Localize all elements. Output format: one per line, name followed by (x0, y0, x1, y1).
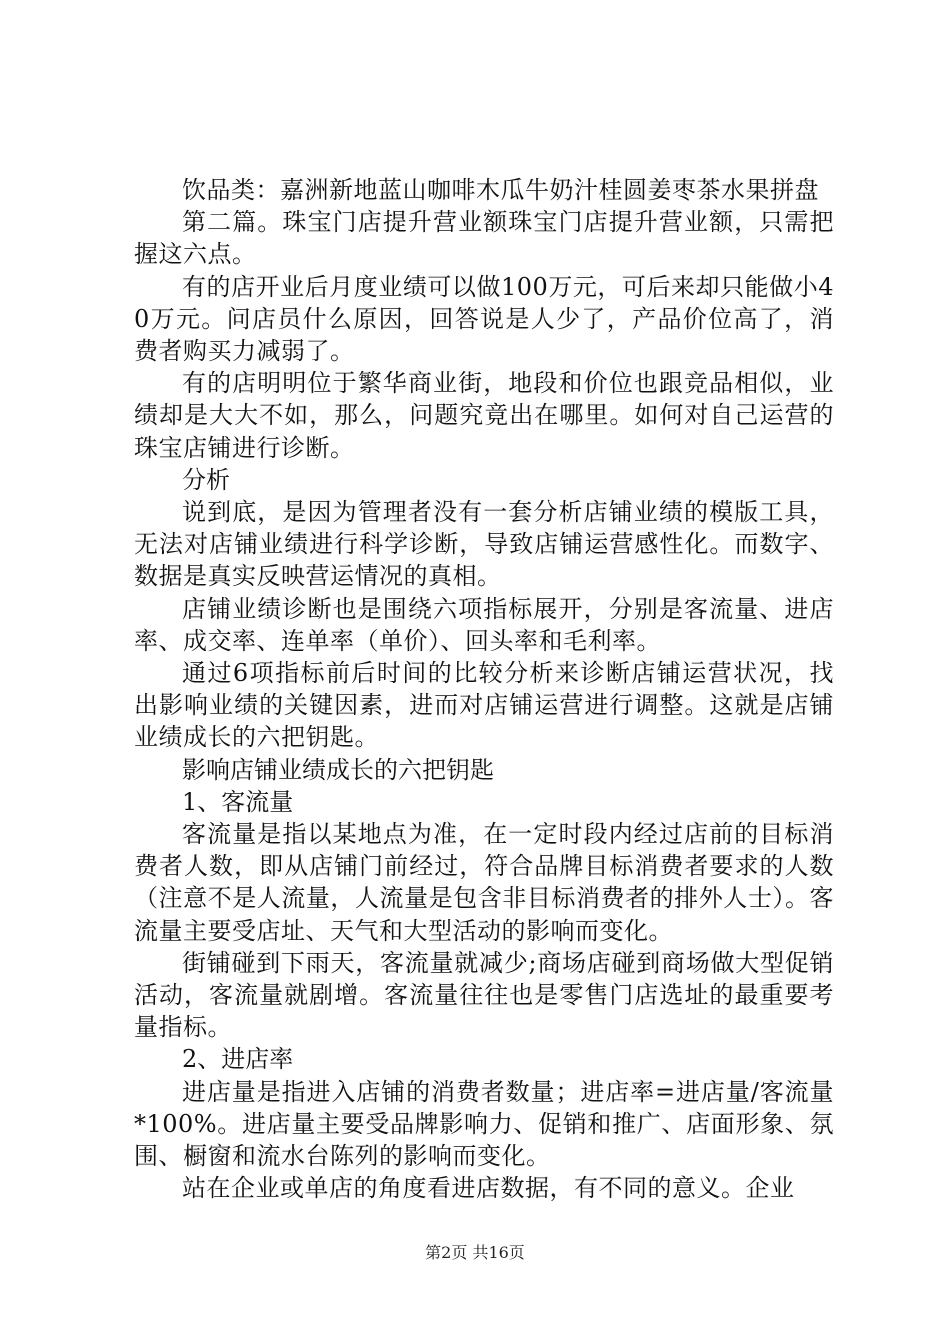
body-paragraph: 客流量是指以某地点为准，在一定时段内经过店前的目标消费者人数，即从店铺门前经过，符合品牌目标消费者要求的人数（注意不是人流量，人流量是包含非目标消费者的排外人士）。客流量主要受店址、天气和大型活动的影响而变化。 (134, 820, 834, 945)
body-paragraph: 店铺业绩诊断也是围绕六项指标展开，分别是客流量、进店率、成交率、连单率（单价）、回头率和毛利率。 (134, 594, 834, 655)
body-paragraph: 通过6项指标前后时间的比较分析来诊断店铺运营状况，找出影响业绩的关键因素，进而对店铺运营进行调整。这就是店铺业绩成长的六把钥匙。 (134, 659, 834, 752)
body-paragraph: 第二篇。珠宝门店提升营业额珠宝门店提升营业额，只需把握这六点。 (134, 208, 834, 269)
subsection-heading: 1、客流量 (182, 787, 294, 816)
section-heading: 影响店铺业绩成长的六把钥匙 (182, 755, 494, 784)
body-paragraph: 有的店开业后月度业绩可以做100万元，可后来却只能做小40万元。问店员什么原因，回答说是人少了，产品价位高了，消费者购买力减弱了。 (134, 272, 834, 366)
body-paragraph: 街铺碰到下雨天，客流量就减少;商场店碰到商场做大型促销活动，客流量就剧增。客流量往往也是零售门店选址的最重要考量指标。 (134, 948, 834, 1042)
body-paragraph: 站在企业或单店的角度看进店数据，有不同的意义。企业 (182, 1174, 795, 1203)
document-body (134, 174, 834, 1205)
body-paragraph: 说到底，是因为管理者没有一套分析店铺业绩的模版工具，无法对店铺业绩进行科学诊断，导致店铺运营感性化。而数字、数据是真实反映营运情况的真相。 (134, 498, 834, 591)
body-paragraph: 进店量是指进入店铺的消费者数量；进店率=进店量/客流量*100%。进店量主要受品牌影响力、促销和推广、店面形象、氛围、橱窗和流水台陈列的影响而变化。 (134, 1077, 834, 1171)
subsection-heading: 2、进店率 (182, 1045, 294, 1074)
body-paragraph: 有的店明明位于繁华商业街，地段和价位也跟竞品相似，业绩却是大大不如，那么，问题究竟出在哪里。如何对自己运营的珠宝店铺进行诊断。 (134, 369, 834, 462)
page-footer: 第2页 共16页 (425, 1243, 525, 1262)
body-paragraph: 饮品类：嘉洲新地蓝山咖啡木瓜牛奶汁桂圆姜枣茶水果拼盘 (182, 176, 819, 204)
section-heading: 分析 (182, 465, 230, 494)
